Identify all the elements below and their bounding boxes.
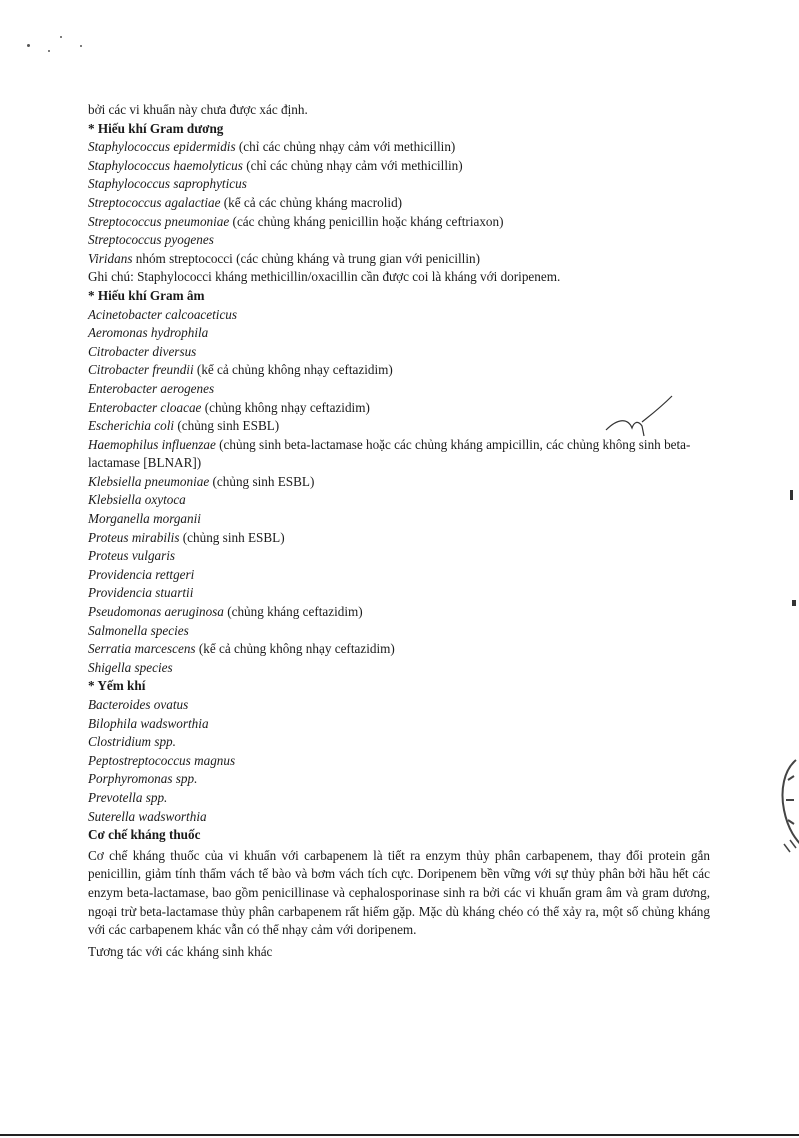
- gram-negative-item: [88, 324, 710, 343]
- gram-negative-item: [88, 361, 710, 380]
- anaerobe-item: [88, 808, 710, 827]
- gram-positive-item: [88, 231, 710, 250]
- gram-positive-item: [88, 250, 710, 269]
- organism-name: Staphylococcus saprophyticus: [88, 176, 247, 192]
- organism-name: Acinetobacter calcoaceticus: [88, 306, 238, 322]
- gram-negative-heading: * Hiếu khí Gram âm: [88, 287, 205, 303]
- gram-negative-item: [88, 547, 710, 566]
- organism-note: (chủng kháng ceftazidim): [223, 604, 363, 620]
- organism-name: Haemophilus influenzae: [88, 436, 216, 452]
- anaerobe-item: [88, 752, 710, 771]
- organism-name: Enterobacter aerogenes: [88, 380, 215, 396]
- organism-name: Aeromonas hydrophila: [88, 325, 209, 341]
- organism-name: Klebsiella pneumoniae: [88, 473, 210, 489]
- gram-positive-item: [88, 213, 710, 232]
- scan-speck: [80, 45, 82, 47]
- organism-note: nhóm streptococci (các chủng kháng và trung gian với penicillin): [132, 250, 480, 266]
- organism-note: (các chủng kháng penicillin hoặc kháng ceftriaxon): [229, 213, 504, 229]
- anaerobe-item: [88, 715, 710, 734]
- organism-note: (chủng sinh ESBL): [209, 473, 315, 489]
- organism-name: Peptostreptococcus magnus: [88, 752, 236, 768]
- anaerobe-item: [88, 770, 710, 789]
- organism-note: (kể cả các chủng kháng macrolid): [220, 194, 403, 210]
- organism-name: Clostridium spp.: [88, 734, 176, 750]
- gram-negative-item: [88, 659, 710, 678]
- organism-name: Bacteroides ovatus: [88, 697, 189, 712]
- gram-negative-item: [88, 566, 710, 585]
- organism-name: Serratia marcescens: [88, 641, 196, 657]
- organism-name: Pseudomonas aeruginosa: [88, 604, 224, 620]
- gram-negative-list: [88, 306, 710, 678]
- gram-positive-heading: * Hiếu khí Gram dương: [88, 120, 224, 136]
- organism-note: (chủng sinh ESBL): [174, 418, 280, 434]
- partial-stamp: [766, 740, 799, 860]
- document-body: [88, 101, 710, 961]
- organism-name: Shigella species: [88, 659, 173, 675]
- anaerobe-item: [88, 696, 710, 715]
- gram-positive-item: [88, 138, 710, 157]
- organism-name: Bilophila wadsworthia: [88, 715, 209, 731]
- scan-speck: [27, 44, 30, 47]
- gram-negative-item: [88, 622, 710, 641]
- anaerobe-item: [88, 733, 710, 752]
- edge-mark: [790, 490, 793, 500]
- organism-name: Streptococcus pyogenes: [88, 232, 214, 248]
- anaerobes-list: [88, 696, 710, 826]
- organism-name: Providencia stuartii: [88, 585, 194, 601]
- organism-note: (chỉ các chủng nhạy cảm với methicillin): [235, 139, 456, 155]
- organism-name: Proteus mirabilis: [88, 529, 180, 545]
- gram-positive-footnote: Ghi chú: Staphylococci kháng methicillin/oxacillin cần được coi là kháng với doripenem.: [88, 269, 561, 285]
- gram-negative-item: [88, 510, 710, 529]
- organism-name: Streptococcus pneumoniae: [88, 213, 230, 229]
- resistance-heading: Cơ chế kháng thuốc: [88, 827, 201, 843]
- gram-positive-item: [88, 194, 710, 213]
- gram-negative-item: [88, 473, 710, 492]
- gram-negative-item: [88, 491, 710, 510]
- scan-speck: [48, 50, 50, 52]
- organism-name: Enterobacter cloacae: [88, 399, 202, 415]
- intro-line: bởi các vi khuẩn này chưa được xác định.: [88, 102, 308, 117]
- organism-name: Klebsiella oxytoca: [88, 492, 186, 508]
- organism-name: Suterella wadsworthia: [88, 808, 207, 824]
- organism-note: (chủng không nhạy ceftazidim): [201, 399, 370, 415]
- interactions-heading: Tương tác với các kháng sinh khác: [88, 943, 273, 959]
- organism-note: (chủng sinh beta-lactamase hoặc các chủng kháng ampicillin, các chủng không sinh beta-lactamase [BLNAR]): [88, 436, 691, 471]
- anaerobe-item: [88, 789, 710, 808]
- organism-name: Staphylococcus epidermidis: [88, 139, 236, 155]
- organism-name: Streptococcus agalactiae: [88, 194, 221, 210]
- organism-name: Prevotella spp.: [88, 789, 168, 805]
- organism-name: Viridans: [88, 250, 133, 266]
- organism-name: Porphyromonas spp.: [88, 771, 198, 787]
- organism-name: Morganella morganii: [88, 511, 201, 527]
- organism-note: (kể cả chủng không nhạy ceftazidim): [193, 362, 393, 378]
- gram-negative-item: [88, 640, 710, 659]
- scan-speck: [60, 36, 62, 38]
- edge-mark: [792, 600, 796, 606]
- gram-negative-item: [88, 343, 710, 362]
- organism-name: Proteus vulgaris: [88, 548, 176, 564]
- organism-name: Escherichia coli: [88, 418, 175, 434]
- organism-name: Salmonella species: [88, 622, 189, 638]
- gram-positive-item: [88, 175, 710, 194]
- organism-note: (chủng sinh ESBL): [179, 529, 285, 545]
- gram-positive-item: [88, 157, 710, 176]
- organism-note: (kể cả chủng không nhạy ceftazidim): [195, 641, 395, 657]
- gram-negative-item: [88, 584, 710, 603]
- gram-negative-item: [88, 529, 710, 548]
- organism-name: Citrobacter diversus: [88, 343, 197, 359]
- organism-name: Staphylococcus haemolyticus: [88, 157, 243, 173]
- gram-negative-item: [88, 306, 710, 325]
- handwritten-signature: [598, 392, 688, 442]
- page-bottom-edge: [0, 1134, 799, 1136]
- organism-name: Citrobacter freundii: [88, 362, 194, 378]
- organism-note: (chỉ các chủng nhạy cảm với methicillin): [242, 157, 463, 173]
- gram-negative-item: [88, 603, 710, 622]
- resistance-paragraph: Cơ chế kháng thuốc của vi khuẩn với carbapenem là tiết ra enzym thủy phân carbapenem, thay đổi protein gắn penicillin, giảm tính thấm vách tế bào và bơm vách tích cực. Doripenem bền vững với sự thủy phân bởi hầu hết các enzym beta-lactamase, bao gồm penicillinase và cephalosporinase sinh ra bởi các vi khuẩn gram âm và gram dương, ngoại trừ beta-lactamase thủy phân carbapenem rất hiếm gặp. Mặc dù kháng chéo có thể xảy ra, một số chủng kháng với các carbapenem khác vẫn có thể nhạy cảm với doripenem.: [88, 847, 710, 938]
- gram-positive-list: [88, 138, 710, 268]
- anaerobes-heading: * Yếm khí: [88, 678, 146, 694]
- organism-name: Providencia rettgeri: [88, 566, 195, 582]
